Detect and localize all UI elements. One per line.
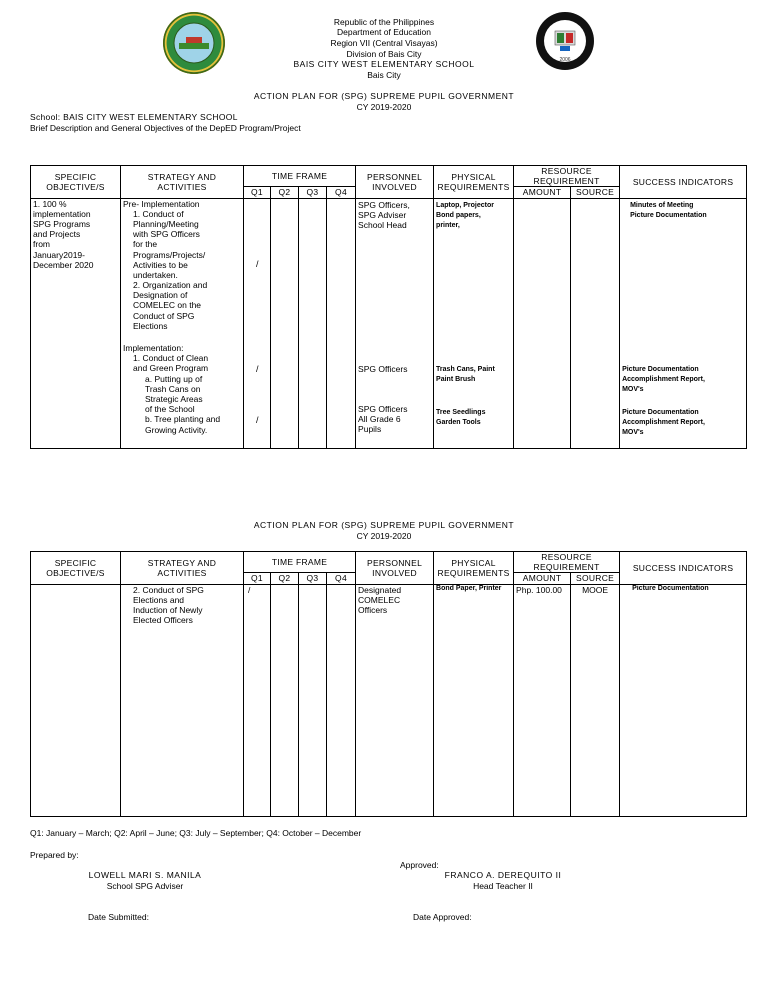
- header-school: BAIS CITY WEST ELEMENTARY SCHOOL: [293, 59, 475, 69]
- q1-tick-2: /: [256, 363, 259, 374]
- impl-item-1b: b. Tree planting and Growing Activity.: [145, 414, 221, 435]
- q4-cell: [327, 198, 356, 448]
- page-subtitle-2: CY 2019-2020: [356, 531, 412, 541]
- col-header-q4-2: Q4: [327, 573, 356, 584]
- header-republic: Republic of the Philippines: [333, 17, 435, 27]
- col-header-indicators: SUCCESS INDICATORS: [620, 166, 747, 199]
- pre-item-2: 2. Organization and Designation of COMELEC on the Conduct of SPG Elections: [133, 280, 208, 331]
- col-header-personnel-2: PERSONNEL INVOLVED: [356, 552, 434, 585]
- date-submitted-label: Date Submitted:: [88, 912, 149, 922]
- page-title: ACTION PLAN FOR (SPG) SUPREME PUPIL GOVERNMENT: [253, 91, 515, 101]
- q2-cell: [271, 198, 299, 448]
- col-header-strategy-2: STRATEGY AND ACTIVITIES: [121, 552, 244, 585]
- indicators-cell: [620, 198, 747, 448]
- approved-name: FRANCO A. DEREQUITO II: [444, 870, 562, 880]
- col-header-resource-2: RESOURCE REQUIREMENT: [514, 552, 620, 573]
- col-header-q3: Q3: [299, 187, 327, 198]
- election-source: MOOE: [582, 584, 609, 595]
- physical-cell: [434, 198, 514, 448]
- amount-cell: [514, 198, 571, 448]
- page-title-2: ACTION PLAN FOR (SPG) SUPREME PUPIL GOVERNMENT: [253, 520, 515, 530]
- impl-item-1a: a. Putting up of Trash Cans on Strategic Areas of the School: [145, 373, 203, 415]
- col-header-q2: Q2: [271, 187, 299, 198]
- indicators-cell-2: [620, 584, 747, 816]
- col-header-physical-2: PHYSICAL REQUIREMENTS: [434, 552, 514, 585]
- personnel-cell: [356, 198, 434, 448]
- page-subtitle: CY 2019-2020: [356, 102, 412, 112]
- pre-item-1: 1. Conduct of Planning/Meeting with SPG Officers for the Programs/Projects/ Activities to be undertaken.: [133, 208, 206, 280]
- quarters-note: Q1: January – March; Q2: April – June; Q3: July – September; Q4: October – December: [30, 828, 362, 838]
- school-seal-year: 2006: [559, 57, 571, 63]
- col-header-personnel: PERSONNEL INVOLVED: [356, 166, 434, 199]
- personnel-2: SPG Officers: [358, 363, 408, 374]
- col-header-timeframe: TIME FRAME: [244, 166, 356, 187]
- col-header-q3-2: Q3: [299, 573, 327, 584]
- q1-tick-1: /: [256, 258, 259, 269]
- source-cell-2: [571, 584, 620, 816]
- col-header-q1: Q1: [244, 187, 271, 198]
- q1-cell-2: [244, 584, 271, 816]
- col-header-objective: SPECIFIC OBJECTIVE/S: [31, 166, 121, 199]
- brief-description-line: Brief Description and General Objectives of the DepED Program/Project: [30, 123, 301, 133]
- election-personnel: Designated COMELEC Officers: [358, 584, 402, 615]
- prepared-title: School SPG Adviser: [106, 881, 184, 891]
- personnel-cell-2: [356, 584, 434, 816]
- action-plan-table-2: [30, 551, 747, 817]
- election-physical: Bond Paper, Printer: [436, 584, 502, 592]
- impl-item-1: 1. Conduct of Clean and Green Program: [133, 353, 209, 374]
- q1-tick-election: /: [248, 584, 251, 595]
- col-header-strategy: STRATEGY AND ACTIVITIES: [121, 166, 244, 199]
- personnel-1: SPG Officers, SPG Adviser School Head: [358, 199, 410, 230]
- header-region: Region VII (Central Visayas): [330, 38, 438, 48]
- election-indicator: Picture Documentation: [632, 584, 709, 592]
- amount-cell-2: [514, 584, 571, 816]
- col-header-amount-2: AMOUNT: [514, 573, 571, 584]
- prepared-by-label: Prepared by:: [30, 850, 79, 860]
- strategy-cell: [121, 198, 244, 448]
- pre-implementation-heading: Pre- Implementation: [123, 198, 200, 209]
- objective-text: 1. 100 % implementation SPG Programs and Projects from January2019- December 2020: [33, 198, 94, 270]
- col-header-q1-2: Q1: [244, 573, 271, 584]
- col-header-source: SOURCE: [571, 187, 620, 198]
- personnel-3: SPG Officers All Grade 6 Pupils: [358, 403, 408, 434]
- col-header-timeframe-2: TIME FRAME: [244, 552, 356, 573]
- prepared-name: LOWELL MARI S. MANILA: [88, 870, 202, 880]
- q1-tick-3: /: [256, 414, 259, 425]
- col-header-amount: AMOUNT: [514, 187, 571, 198]
- q1-cell: [244, 198, 271, 448]
- physical-3: Tree Seedlings Garden Tools: [436, 408, 486, 426]
- objective-cell-2: [31, 584, 121, 816]
- q2-cell-2: [271, 584, 299, 816]
- q4-cell-2: [327, 584, 356, 816]
- physical-2: Trash Cans, Paint Paint Brush: [436, 365, 495, 383]
- election-amount: Php. 100.00: [516, 584, 562, 595]
- approved-label: Approved:: [400, 860, 439, 870]
- objective-cell: [31, 198, 121, 448]
- col-header-q2-2: Q2: [271, 573, 299, 584]
- q3-cell: [299, 198, 327, 448]
- col-header-source-2: SOURCE: [571, 573, 620, 584]
- school-line: School: BAIS CITY WEST ELEMENTARY SCHOOL: [30, 112, 238, 122]
- physical-1: Laptop, Projector Bond papers, printer,: [436, 201, 494, 229]
- indicator-1: Minutes of Meeting Picture Documentation: [630, 201, 707, 219]
- col-header-indicators-2: SUCCESS INDICATORS: [620, 552, 747, 585]
- header-department: Department of Education: [336, 27, 432, 37]
- approved-title: Head Teacher II: [473, 881, 533, 891]
- col-header-q4: Q4: [327, 187, 356, 198]
- implementation-heading: Implementation:: [123, 343, 184, 353]
- indicator-2: Picture Documentation Accomplishment Report, MOV's: [622, 365, 705, 393]
- col-header-objective-2: SPECIFIC OBJECTIVE/S: [31, 552, 121, 585]
- source-cell: [571, 198, 620, 448]
- date-approved-label: Date Approved:: [413, 912, 472, 922]
- election-item: 2. Conduct of SPG Elections and Induction of Newly Elected Officers: [133, 584, 204, 626]
- col-header-physical: PHYSICAL REQUIREMENTS: [434, 166, 514, 199]
- header-city: Bais City: [367, 70, 401, 80]
- header-division: Division of Bais City: [346, 49, 422, 59]
- col-header-resource: RESOURCE REQUIREMENT: [514, 166, 620, 187]
- action-plan-table-1: [30, 165, 747, 449]
- strategy-cell-2: [121, 584, 244, 816]
- physical-cell-2: [434, 584, 514, 816]
- indicator-3: Picture Documentation Accomplishment Report, MOV's: [622, 408, 705, 436]
- q3-cell-2: [299, 584, 327, 816]
